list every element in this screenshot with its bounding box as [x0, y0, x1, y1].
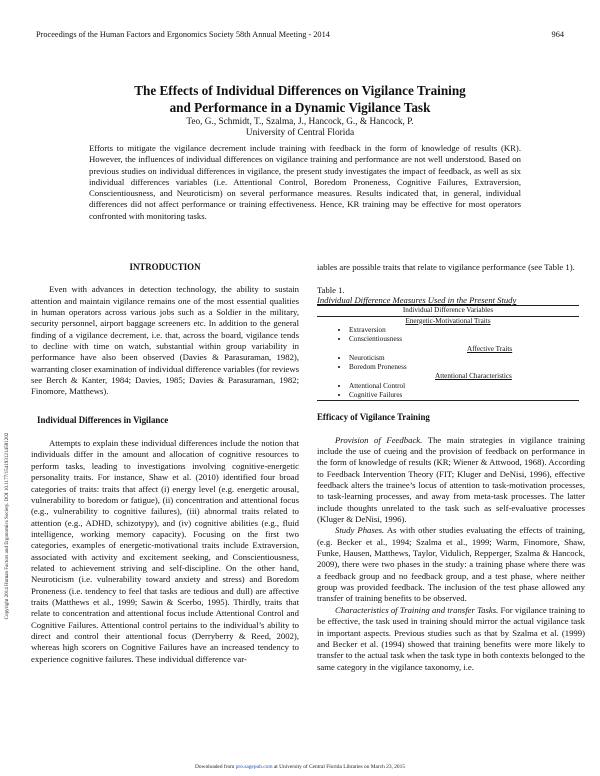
table-item: • Extraversion	[349, 326, 579, 335]
table-group-affective-list	[317, 354, 579, 373]
right-column	[317, 262, 585, 673]
efficacy-paragraph-1	[317, 435, 585, 526]
table-group-energetic: Energetic-Motivational Traits	[405, 316, 491, 325]
table-group-affective: Affective Traits	[467, 344, 513, 353]
table-header: Individual Difference Variables	[402, 306, 494, 315]
table-item: • Cognitive Failures	[349, 391, 579, 400]
table-group-attentional: Attentional Characteristics	[435, 372, 512, 381]
table-item: • Attentional Control	[349, 382, 579, 391]
table-label: Table 1.	[317, 285, 345, 296]
left-column	[31, 262, 299, 665]
table-item: • Conscientiousness	[349, 335, 579, 344]
abstract: Efforts to mitigate the vigilance decrement include training with feedback in the form of knowledge of results (KR). However, the influences of individual differences on vigilance training and performance are not well understood. Based on previous studies on individual differences in vigilance, the present study investigates the impact of feedback, as well as six individual differences variables (i.e. Attentional Control, Boredom Proneness, Cognitive Failures, Extraversion, Conscientiousness, and Neuroticism) on several performance measures. Results indicated that, in general, individual differences did not affect performance or training effectiveness. Hence, KR training may be effective for most operators confronted with monitoring tasks.	[89, 143, 521, 221]
efficacy-paragraph-2	[317, 525, 585, 604]
table-item: • Neuroticism	[349, 354, 579, 363]
page-number: 964	[551, 30, 564, 39]
right-intro-paragraph: iables are possible traits that relate to vigilance performance (see Table 1).	[317, 262, 575, 272]
study-phases-subheading: Study Phases.	[335, 525, 385, 536]
authors: Teo, G., Schmidt, T., Szalma, J., Hancock, G., & Hancock, P.	[186, 117, 414, 127]
individual-differences-paragraph: Attempts to explain these individual differences include the notion that individuals differ in the amount and allocation of cognitive resources to perform tasks, leading to investigations involving cognitive-energetic personality traits. For instance, Shaw et al. (2010) identified four broad categories of traits: traits that affect (i) energy level (e.g. energetic arousal, vulnerability to boredom or fatigue), (ii) concentration and attentional focus (e.g., vulnerability to cognitive failures), (iii) abnormal traits related to attention (e.g., ADHD, schizotypy), and (iv) cognitive abilities (e.g., fluid intelligence, working memory capacity). Focusing on the first two categories, examples of energetic-motivational traits include Extraversion, associated with activity and excitement seeking, and Conscientiousness, related to achievement striving and self-discipline. On the other hand, Neuroticism (i.e. vulnerability toward anxiety and stress) and Boredom Proneness (i.e. tendency to feel that tasks are tedious and dull) are affective traits (Matthews et al., 1999; Sawin & Scerbo, 1995). Thirdly, traits that relate to concentration and attentional focus include Attentional Control and Cognitive Failures. Attentional control pertains to the individual’s ability to direct and control their attentional focus (Derryberry & Reed, 2002), whereas high scorers on Cognitive Failures have an increased tendency to experience cognitive failures. These individual difference var-	[31, 438, 299, 664]
table-group-attentional-list	[317, 382, 579, 401]
title-line-1: The Effects of Individual Differences on Vigilance Training	[134, 83, 466, 98]
affiliation: University of Central Florida	[245, 128, 355, 138]
feedback-subheading: Provision of Feedback.	[335, 434, 423, 445]
paper-title	[40, 82, 560, 116]
feedback-text: The main strategies in vigilance training include the use of cueing and the provision of feedback on performance in the form of knowledge of results (KR; Wiener & Attwood, 1968). According to Feedback Intervention Theory (FIT; Kluger and DeNisi, 1996), effective feedback alters the trainee’s locus of attention to task-motivation processes, to task-learning processes, and away from meta-task processes. The latter include thoughts unrelated to the task such as self-evaluative processes (Kluger & DeNisi, 1996).	[317, 434, 585, 525]
footer-post: at University of Central Florida Libraries on March 23, 2015	[272, 764, 406, 770]
table-item: • Boredom Proneness	[349, 363, 579, 372]
introduction-heading: INTRODUCTION	[129, 262, 201, 272]
table-bottom-rule	[317, 400, 579, 401]
individual-differences-heading: Individual Differences in Vigilance	[37, 414, 169, 425]
efficacy-heading: Efficacy of Vigilance Training	[317, 412, 430, 423]
training-transfer-subheading: Characteristics of Training and transfer Tasks.	[335, 604, 499, 615]
training-transfer-text: For vigilance training to be effective, the task used in training should mirror the actual vigilance task in important aspects. Previous studies such as that by Szalma et al. (1999) and Becker et al. (1994) showed that training benefits were more likely to transfer to the actual task when the task type in both contexts belonged to the same category in the vigilance taxonomy, i.e.	[317, 604, 586, 672]
copyright-sidebar: Copyright 2014 Human Factors and Ergonomics Society. DOI 10.1177/1541931214581202	[4, 432, 10, 620]
table-1	[317, 285, 579, 401]
footer-pre: Downloaded from	[194, 764, 236, 770]
author-block	[40, 117, 560, 139]
running-header: Proceedings of the Human Factors and Ergonomics Society 58th Annual Meeting - 2014	[36, 30, 330, 39]
intro-paragraph: Even with advances in detection technology, the ability to sustain attention and maintain vigilance remains one of the most essential qualities in human operators across various jobs such as a Soldier in the military, security personnel, airport baggage screeners etc. In addition to the general finding of a vigilance decrement, i.e. that, across the board, vigilance tends to decline with time on watch, substantial within group variability in performance have also been observed (Davies & Parasuraman, 1982), warranting closer examination of individual difference variables (for reviews see Berch & Kanter, 1984; Davies, 1985; Davies & Parasuraman, 1982; Finomore, Matthews).	[31, 284, 299, 397]
download-footer	[70, 764, 530, 770]
footer-link[interactable]: pro.sagepub.com	[235, 764, 273, 770]
table-caption: Individual Difference Measures Used in the Present Study	[317, 295, 517, 306]
study-phases-text: As with other studies evaluating the effects of training, (e.g. Becker et al., 1994; Szalma et al., 1999; Warm, Finomore, Shaw, Funke, Hausen, Matthews, Taylor, Vidulich, Repperger, Szalma & Hancock, 2009), there were two phases in the study: a training phase where there was a feedback group and no feedback group, and a test phase, where neither group was provided feedback. The inclusion of the test phase allowed any transfer of training benefits to be observed.	[317, 525, 585, 604]
title-line-2: and Performance in a Dynamic Vigilance Task	[169, 100, 431, 115]
efficacy-paragraph-3	[317, 605, 585, 673]
table-group-energetic-list	[317, 326, 579, 345]
